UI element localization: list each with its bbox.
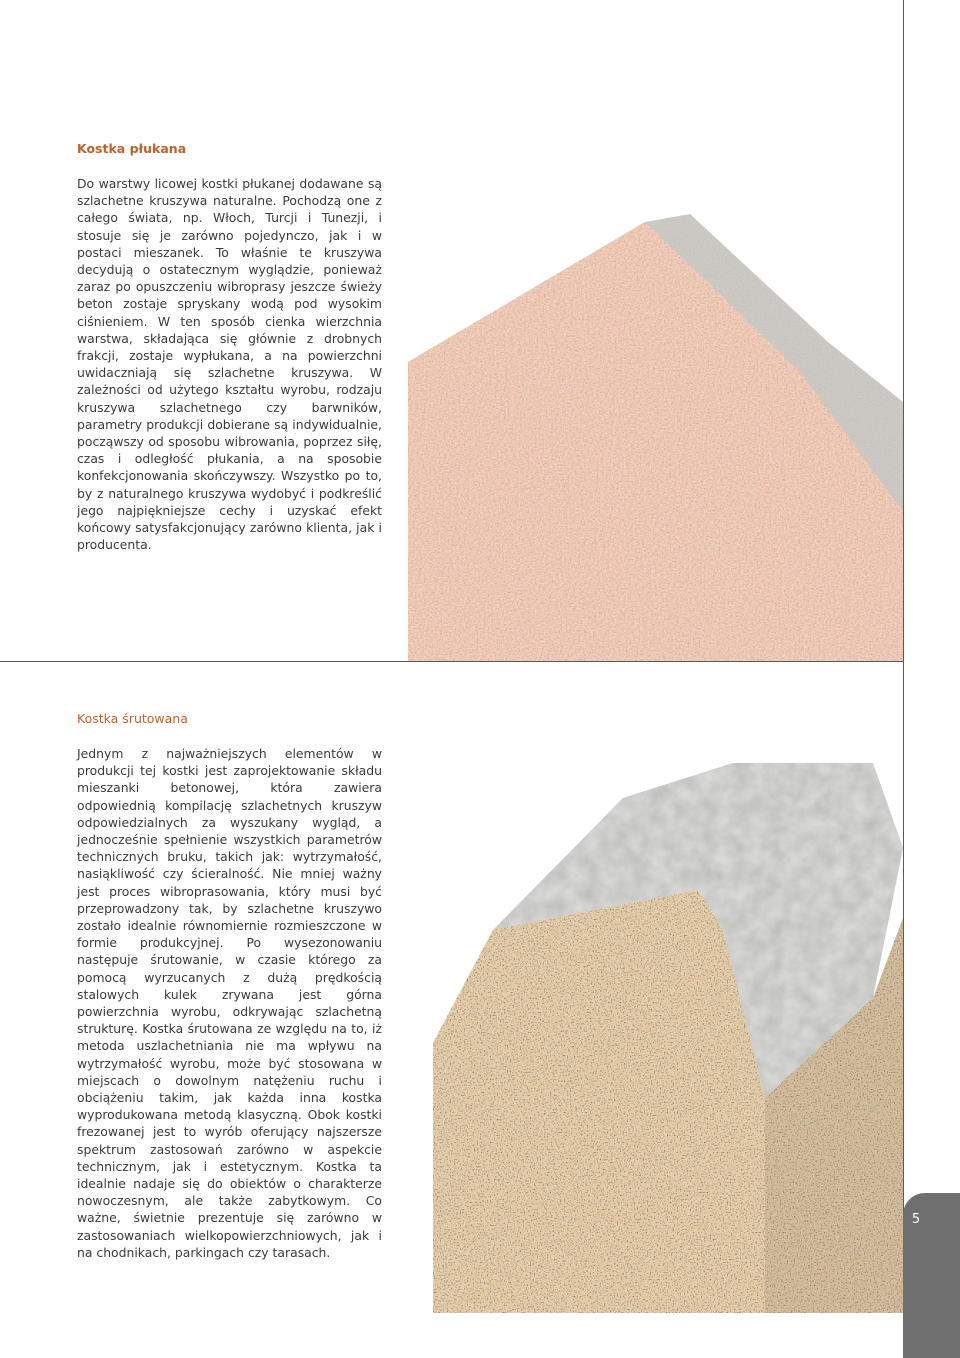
section-heading-kostka-plukana: Kostka płukana: [77, 141, 187, 156]
section-body-kostka-plukana: Do warstwy licowej kostki płukanej dodawane są szlachetne kruszywa naturalne. Pochodzą one z całego świata, np. Włoch, Turcji i Tunezji, i stosuje się je zarówno pojedynczo, jak i w postaci mieszanek. To właśnie te kruszywa decydują o ostatecznym wyglądzie, ponieważ zaraz po opuszczeniu wibroprasy jeszcze świeży beton zostaje spryskany wodą pod wysokim ciśnieniem. W ten sposób cienka wierzchnia warstwa, składająca się głównie z drobnych frakcji, zostaje wypłukana, a na powierzchni uwidaczniają się szlachetne kruszywa. W zależności od użytego kształtu wyrobu, rodzaju kruszywa szlachetnego czy barwników, parametry produkcji dobierane są indywidualnie, począwszy od sposobu wibrowania, poprzez siłę, czas i odległość płukania, a na sposobie konfekcjonowania skończywszy. Wszystko po to, by z naturalnego kruszywa wydobyć i podkreślić jego najpiękniejsze cechy i uzyskać efekt końcowy satysfakcjonujący zarówno klienta, jak i producenta.: [77, 176, 382, 553]
page-number: 5: [911, 1212, 921, 1227]
shot-blasted-paving-stone-photo: [433, 668, 903, 1313]
section-body-kostka-srutowana: Jednym z najważniejszych elementów w produkcji tej kostki jest zaprojektowanie składu mieszanki betonowej, która zawiera odpowiednią kompilację szlachetnych kruszyw odpowiedzialnych za wyszukany wygląd, a jednocześnie spełnienie wszystkich parametrów technicznych bruku, takich jak: wytrzymałość, nasiąkliwość czy ścieralność. Nie mniej ważny jest proces wibroprasowania, który musi być przeprowadzony tak, by szlachetne kruszywo zostało idealnie równomiernie rozmieszczone w formie produkcyjnej. Po wysezonowaniu następuje śrutowanie, w czasie którego za pomocą wyrzucanych z dużą prędkością stalowych kulek zrywana jest górna powierzchnia wyrobu, odkrywając szlachetną strukturę. Kostka śrutowana ze względu na to, iż metoda uszlachetniania nie ma wpływu na wytrzymałość wyrobu, może być stosowana w miejscach o dowolnym natężeniu ruchu i obciążeniu takim, jak każda inna kostka wyprodukowana metodą klasyczną. Obok kostki frezowanej jest to wyrób oferujący najszersze spektrum zastosowań zarówno w aspekcie technicznym, jak i estetycznym. Kostka ta idealnie nadaje się do obiektów o charakterze nowoczesnym, ale także zabytkowym. Co ważne, świetnie prezentuje się zarówno w zastosowaniach wielkopowierzchniowych, jak i na chodnikach, parkingach czy tarasach.: [77, 746, 382, 1260]
washed-paving-stone-photo: [408, 72, 903, 661]
page-margin-rule: [903, 0, 904, 1358]
section-heading-kostka-srutowana: Kostka śrutowana: [77, 711, 188, 726]
section-divider: [0, 661, 903, 662]
